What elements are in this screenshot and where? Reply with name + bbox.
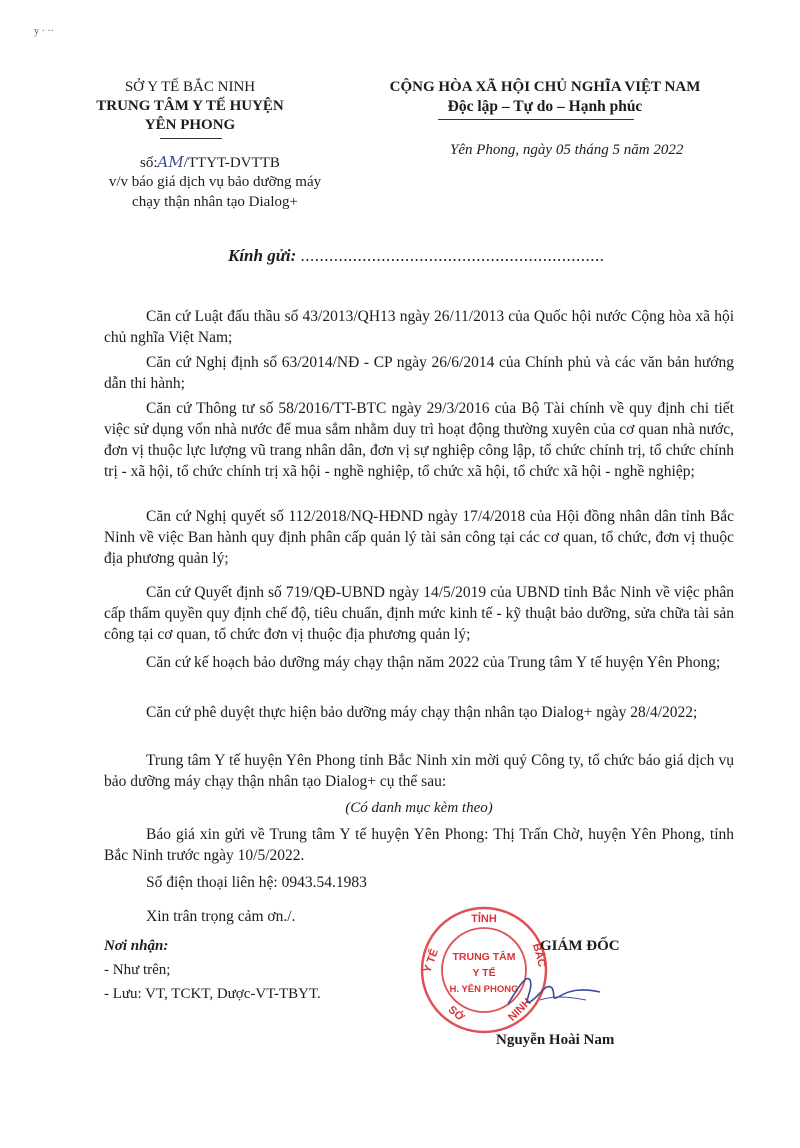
body-p1: Căn cứ Luật đấu thầu số 43/2013/QH13 ngày 26/11/2013 của Quốc hội nước Cộng hòa xã hội chủ nghĩa Việt Nam; xyxy=(104,308,734,346)
subject-line1: v/v báo giá dịch vụ bảo dưỡng máy xyxy=(108,174,322,190)
stamp-ring-bottom-left: SỞ xyxy=(445,1003,467,1024)
stamp-center-line1: TRUNG TÂM xyxy=(452,951,516,963)
place-date: Yên Phong, ngày 05 tháng 5 năm 2022 xyxy=(450,142,684,158)
recipient-line1: - Như trên; xyxy=(104,962,171,978)
body-p9: Báo giá xin gửi về Trung tâm Y tế huyện Yên Phong: Thị Trấn Chờ, huyện Yên Phong, tỉnh Bắc Ninh trước ngày 10/5/2022. xyxy=(104,826,734,864)
recipients xyxy=(104,936,321,1004)
stamp-ring-top: TỈNH xyxy=(471,913,497,925)
subject xyxy=(70,172,360,212)
stamp-center-line2: Y TẾ xyxy=(472,967,496,979)
handwritten-signature-icon xyxy=(500,966,610,1016)
body-p4: Căn cứ Nghị quyết số 112/2018/NQ-HĐND ngày 17/4/2018 của Hội đồng nhân dân tỉnh Bắc Ninh về việc Ban hành quy định phân cấp quản lý tài sản công tại các cơ quan, tổ chức, đơn vị thuộc địa phương quản lý; xyxy=(104,508,734,567)
header-left-underline xyxy=(160,138,222,139)
org-name-line2: YÊN PHONG xyxy=(144,117,236,133)
signature-title: GIÁM ĐỐC xyxy=(540,938,620,954)
thanks-line: Xin trân trọng cảm ơn./. xyxy=(146,908,296,925)
phone-line: Số điện thoại liên hệ: 0943.54.1983 xyxy=(146,874,367,891)
body-p6: Căn cứ kế hoạch bảo dưỡng máy chạy thận năm 2022 của Trung tâm Y tế huyện Yên Phong; xyxy=(146,654,721,671)
salutation-dots: ................................................................ xyxy=(300,246,605,265)
org-name-line1: TRUNG TÂM Y TẾ HUYỆN xyxy=(96,98,284,114)
recipients-title: Nơi nhận: xyxy=(104,938,169,954)
corner-mark: y · ·· xyxy=(34,26,54,37)
doc-number-prefix: số: xyxy=(140,155,158,171)
signer-name: Nguyễn Hoài Nam xyxy=(496,1032,615,1048)
doc-number-handwritten: AM xyxy=(157,153,184,171)
recipient-line2: - Lưu: VT, TCKT, Dược-VT-TBYT. xyxy=(104,986,321,1002)
body-p8: Trung tâm Y tế huyện Yên Phong tỉnh Bắc Ninh xin mời quý Công ty, tổ chức báo giá dịch vụ bảo dưỡng máy chạy thận nhân tạo Dialog+ cụ thể sau: xyxy=(104,752,734,790)
stamp-ring-left: Y TẾ xyxy=(421,947,441,975)
attached-note: (Có danh mục kèm theo) xyxy=(345,800,493,816)
department-name: SỞ Y TẾ BẮC NINH xyxy=(124,79,256,95)
stamp-ring-right: BẮC xyxy=(530,942,548,969)
subject-line2: chạy thận nhân tạo Dialog+ xyxy=(132,194,298,210)
motto: Độc lập – Tự do – Hạnh phúc xyxy=(447,98,643,115)
header-left xyxy=(60,78,320,135)
motto-underline xyxy=(438,119,634,120)
doc-number-suffix: /TTYT-DVTTB xyxy=(183,155,280,171)
body-p5: Căn cứ Quyết định số 719/QĐ-UBND ngày 14/5/2019 của UBND tỉnh Bắc Ninh về việc phân cấp thẩm quyền quy định chế độ, tiêu chuẩn, định mức kinh tế - kỹ thuật bảo dưỡng, sửa chữa tài sản công tại cơ quan, tổ chức đơn vị thuộc địa phương quản lý; xyxy=(104,584,734,643)
salutation-label: Kính gửi: xyxy=(228,246,297,265)
stamp-center-line3: H. YÊN PHONG xyxy=(449,984,519,995)
header-right xyxy=(345,78,745,116)
body-p3: Căn cứ Thông tư số 58/2016/TT-BTC ngày 29/3/2016 của Bộ Tài chính về quy định chi tiết việc sử dụng vốn nhà nước để mua sắm nhằm duy trì hoạt động thường xuyên của cơ quan nhà nước, đơn vị thuộc lực lượng vũ trang nhân dân, đơn vị sự nghiệp công lập, tổ chức chính trị, tổ chức chính trị - xã hội, tổ chức chính trị xã hội - nghề nghiệp, tổ chức xã hội, tổ chức xã hội - nghề nghiệp; xyxy=(104,400,734,480)
stamp-ring-bottom: NINH xyxy=(506,996,534,1024)
country-name: CỘNG HÒA XÃ HỘI CHỦ NGHĨA VIỆT NAM xyxy=(389,79,701,95)
doc-number xyxy=(140,152,280,173)
salutation xyxy=(228,246,605,266)
body-p7: Căn cứ phê duyệt thực hiện bảo dưỡng máy chạy thận nhân tạo Dialog+ ngày 28/4/2022; xyxy=(146,704,698,721)
body-p2: Căn cứ Nghị định số 63/2014/NĐ - CP ngày 26/6/2014 của Chính phủ và các văn bản hướng dẫn thi hành; xyxy=(104,354,734,392)
